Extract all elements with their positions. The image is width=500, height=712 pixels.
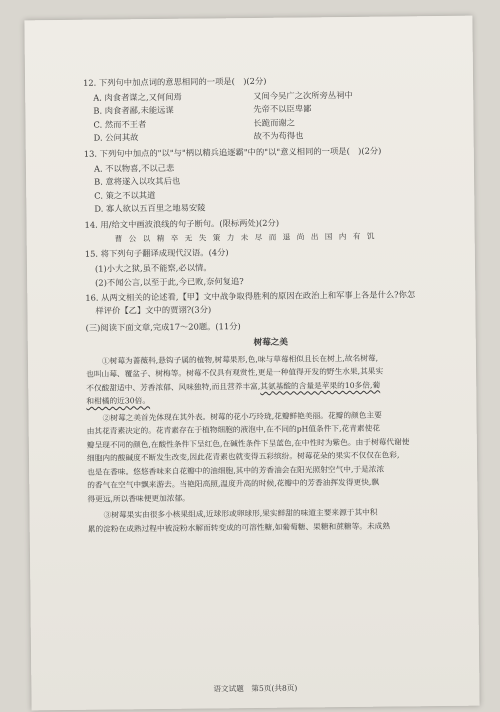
paragraph-1 bbox=[86, 351, 457, 409]
q12-option-c bbox=[93, 116, 453, 131]
q15-item-1: (1)小大之狱,虽不能察,必以情。 bbox=[94, 262, 212, 274]
q15-stem: 15. 将下列句子翻译成现代汉语。(4分) bbox=[84, 247, 229, 260]
q15-item-2: (2)不闻公言,以至于此,今已败,奈何复追? bbox=[95, 275, 244, 288]
q12-option-d-left: D. 公问其故 bbox=[93, 132, 139, 144]
question-13 bbox=[84, 145, 455, 216]
paragraph-2 bbox=[87, 408, 458, 506]
page-content bbox=[83, 74, 458, 539]
q13-option-b: B. 意将遂入以攻其后也 bbox=[94, 176, 181, 187]
q12-option-b-left: B. 肉食者鄙,未能远谋 bbox=[93, 105, 174, 116]
p1-line-2: 也叫山莓、覆盆子、树梅等。树莓不仅具有观赏性,更是一种值得开发的野生水果,其果实 bbox=[86, 367, 384, 380]
p1-line-5: 和柑橘的近30倍。 bbox=[86, 396, 151, 407]
q16-stem: 16. 从两文相关的论述看,【甲】文中战争取得胜利的原因在政治上和军事上各是什么?你怎 bbox=[85, 289, 416, 303]
q12-option-d-right: 故不为苟得也 bbox=[253, 130, 304, 142]
section-3 bbox=[86, 319, 458, 536]
q12-option-b bbox=[93, 102, 453, 117]
p2-line-1: ②树莓之美首先体现在其外表。树莓的花小巧玲珑,花瓣鲜艳美丽。花瓣的颜色主要 bbox=[102, 410, 382, 423]
q13-option-c: C. 策之不以其道 bbox=[94, 189, 156, 201]
p2-line-5: 也是在香味。悠悠香味来自花瓣中的油细胞,其中的芳香油会在阳光照射空气中,于是浓浓 bbox=[87, 464, 385, 477]
q12-option-b-right: 先帝不以臣卑鄙 bbox=[253, 103, 312, 115]
p3-line-2: 累的淀粉在成熟过程中被淀粉水解而转变成的可溶性糖,如葡萄糖、果糖和蔗糖等。未成熟 bbox=[87, 521, 391, 534]
q13-stem: 13. 下列句中加点的"以"与"柄以精兵追逐霸"中的"以"意义相同的一项是( )(2分) bbox=[83, 145, 382, 159]
q13-option-a: A. 不以物喜,不以己悲 bbox=[93, 162, 175, 174]
q12-option-a bbox=[93, 88, 453, 103]
page-footer: 语文试题 第5页(共8页) bbox=[213, 683, 298, 694]
p2-line-3: 瓣呈现不同的颜色,在酸性条件下呈红色,在碱性条件下呈蓝色,在中性时为紫色。由于树莓代谢使 bbox=[86, 437, 410, 450]
q12-option-d bbox=[94, 129, 454, 144]
p2-line-7: 得更远,所以香味便更加浓郁。 bbox=[87, 493, 190, 504]
q14-sentence: 曹 公 以 精 卒 无 失 策 力 未 尽 而 退 尚 出 国 内 有 饥 bbox=[114, 231, 377, 244]
article-title: 树莓之美 bbox=[253, 337, 289, 348]
question-12 bbox=[83, 74, 454, 145]
question-16 bbox=[85, 289, 455, 317]
p1-line-3: 不仅酸甜适中、芳香浓郁、风味独特,而且营养丰富, bbox=[86, 381, 261, 393]
q12-option-c-right: 长跪而谢之 bbox=[253, 117, 296, 128]
q12-stem: 12. 下列句中加点词的意思相同的一项是( )(2分) bbox=[83, 75, 267, 88]
p3-line-1: ③树莓果实由很多小核果组成,近球形或卵球形,果实鲜甜的味道主要来源于其中积 bbox=[103, 507, 378, 520]
paragraph-3 bbox=[88, 505, 458, 536]
p2-line-4: 细胞内的酸碱度不断发生改变,因此花青素也就变得五彩缤纷。树莓花朵的果实不仅仅在色彩, bbox=[86, 450, 400, 464]
section-3-heading: (三)阅读下面文章,完成17～20题。(11分) bbox=[85, 321, 241, 334]
q12-option-a-left: A. 肉食者谋之,又何间焉 bbox=[93, 91, 182, 103]
q14-stem: 14. 用/给文中画波浪线的句子断句。(限标两处)(2分) bbox=[84, 217, 280, 230]
q12-option-c-left: C. 然而不王者 bbox=[93, 118, 147, 130]
p1-line-1: ①树莓为蔷薇科,悬钩子属的植物,树莓果形,色,味与草莓相似且长在树上,故名树莓, bbox=[101, 353, 379, 366]
q16-stem-cont: 样评价【乙】文中的贾诩?(3分) bbox=[95, 304, 212, 316]
q13-option-d: D. 寡人欲以五百里之地易安陵 bbox=[94, 202, 206, 215]
p2-line-2: 由其花青素决定的。花青素存在于植物细胞的液泡中,在不同的pH值条件下,花青素使花 bbox=[86, 424, 381, 437]
q12-option-a-right: 又间今吴广之次所旁丛祠中 bbox=[253, 89, 353, 101]
question-15 bbox=[85, 245, 455, 289]
exam-page bbox=[24, 16, 479, 711]
p1-wavy-underlined: 其氨基酸的含量是苹果的10多倍,葡 bbox=[260, 380, 381, 391]
question-14 bbox=[84, 216, 454, 245]
p2-line-6: 的香气在空气中飘来游去。当艳阳高照,温度升高的时候,花瓣中的芳香油挥发得更快,飘 bbox=[87, 477, 380, 490]
